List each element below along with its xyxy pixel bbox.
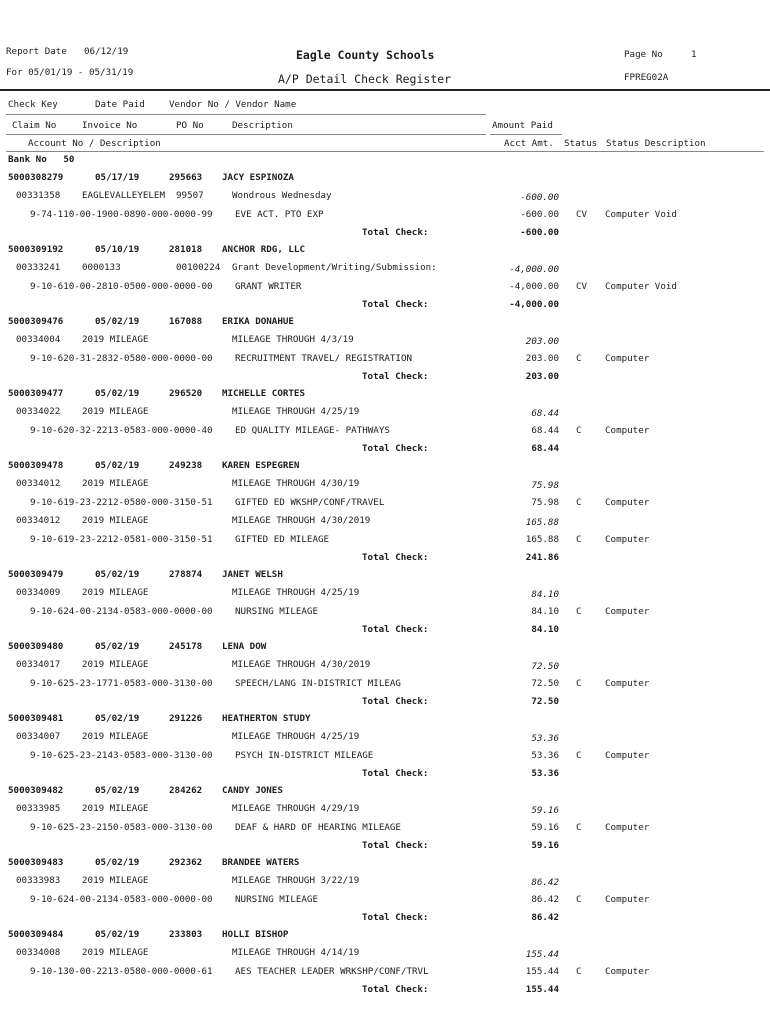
check-date: 05/10/19 (95, 244, 140, 255)
total-check-amount: 155.44 (525, 983, 559, 995)
check-key: 5000309192 (8, 244, 64, 255)
invoice-no: 2019 MILEAGE (82, 477, 149, 489)
status-description: Computer (605, 894, 650, 905)
total-check-amount: 84.10 (531, 623, 559, 635)
vendor-name: LENA DOW (222, 641, 267, 652)
status-description: Computer (605, 678, 650, 689)
account-description: ED QUALITY MILEAGE- PATHWAYS (235, 425, 390, 436)
invoice-no: 2019 MILEAGE (82, 333, 149, 345)
check-date: 05/02/19 (95, 316, 140, 327)
account-description: EVE ACT. PTO EXP (235, 209, 324, 220)
total-check-label: Total Check: (362, 370, 429, 382)
vendor-name: HOLLI BISHOP (222, 929, 289, 940)
col-check-key: Check Key (8, 99, 58, 110)
account-amount: 72.50 (531, 678, 559, 689)
invoice-no: EAGLEVALLEYELEM (82, 189, 165, 201)
claim-no: 00334004 (16, 333, 61, 345)
vendor-name: CANDY JONES (222, 785, 283, 796)
total-check-amount: 68.44 (531, 442, 559, 454)
col-rule-1 (6, 114, 486, 115)
claim-no: 00334012 (16, 514, 61, 526)
organization-title: Eagle County Schools (296, 48, 435, 62)
status-description: Computer (605, 534, 650, 545)
amount-paid: 203.00 (525, 335, 559, 347)
invoice-no: 2019 MILEAGE (82, 586, 149, 598)
col-rule-3 (490, 134, 562, 135)
vendor-no: 167088 (169, 316, 203, 327)
line-description: MILEAGE THROUGH 4/30/2019 (232, 658, 371, 670)
vendor-no: 284262 (169, 785, 203, 796)
account-no: 9-10-619-23-2212-0581-000-3150-51 (30, 534, 213, 545)
status-description: Computer (605, 425, 650, 436)
check-date: 05/17/19 (95, 172, 140, 183)
col-acct-amt: Acct Amt. (504, 138, 554, 149)
vendor-no: 281018 (169, 244, 203, 255)
amount-paid: -4,000.00 (509, 263, 559, 275)
amount-paid: -600.00 (520, 191, 559, 203)
check-key: 5000308279 (8, 172, 64, 183)
amount-paid: 86.42 (531, 876, 559, 888)
total-check-amount: -4,000.00 (509, 298, 559, 310)
total-check-label: Total Check: (362, 623, 429, 635)
vendor-no: 291226 (169, 713, 203, 724)
check-key: 5000309481 (8, 713, 64, 724)
invoice-no: 2019 MILEAGE (82, 514, 149, 526)
total-check-label: Total Check: (362, 298, 429, 310)
invoice-no: 2019 MILEAGE (82, 658, 149, 670)
col-po-no: PO No (176, 120, 204, 131)
check-date: 05/02/19 (95, 929, 140, 940)
bank-number: Bank No 50 (8, 154, 75, 165)
account-no: 9-10-610-00-2810-0500-000-0000-00 (30, 281, 213, 292)
claim-no: 00334009 (16, 586, 61, 598)
account-description: GRANT WRITER (235, 281, 302, 292)
status-description: Computer Void (605, 281, 677, 292)
total-check-label: Total Check: (362, 911, 429, 923)
check-key: 5000309483 (8, 857, 64, 868)
account-description: DEAF & HARD OF HEARING MILEAGE (235, 822, 401, 833)
amount-paid: 53.36 (531, 732, 559, 744)
status-description: Computer (605, 497, 650, 508)
claim-no: 00334017 (16, 658, 61, 670)
account-description: RECRUITMENT TRAVEL/ REGISTRATION (235, 353, 413, 364)
account-description: GIFTED ED WKSHP/CONF/TRAVEL (235, 497, 385, 508)
line-description: MILEAGE THROUGH 3/22/19 (232, 874, 360, 886)
vendor-no: 278874 (169, 569, 203, 580)
col-claim-no: Claim No (12, 120, 57, 131)
account-description: SPEECH/LANG IN-DISTRICT MILEAG (235, 678, 401, 689)
vendor-name: HEATHERTON STUDY (222, 713, 311, 724)
amount-paid: 75.98 (531, 479, 559, 491)
account-no: 9-10-620-31-2832-0580-000-0000-00 (30, 353, 213, 364)
vendor-no: 233803 (169, 929, 203, 940)
account-amount: 203.00 (525, 353, 559, 364)
check-date: 05/02/19 (95, 641, 140, 652)
vendor-no: 245178 (169, 641, 203, 652)
account-amount: -4,000.00 (509, 281, 559, 292)
line-description: Wondrous Wednesday (232, 189, 332, 201)
claim-no: 00334007 (16, 730, 61, 742)
check-date: 05/02/19 (95, 569, 140, 580)
claim-no: 00333241 (16, 261, 61, 273)
status-code: C (576, 894, 582, 905)
check-key: 5000309476 (8, 316, 64, 327)
line-description: Grant Development/Writing/Submission: (232, 261, 437, 273)
status-code: C (576, 678, 582, 689)
col-date-paid: Date Paid (95, 99, 145, 110)
status-code: C (576, 606, 582, 617)
line-description: MILEAGE THROUGH 4/30/2019 (232, 514, 371, 526)
account-amount: 84.10 (531, 606, 559, 617)
col-rule-4 (6, 151, 764, 152)
col-amount-paid: Amount Paid (492, 120, 553, 131)
line-description: MILEAGE THROUGH 4/30/19 (232, 477, 360, 489)
account-amount: 53.36 (531, 750, 559, 761)
claim-no: 00333985 (16, 802, 61, 814)
account-no: 9-10-625-23-2150-0583-000-3130-00 (30, 822, 213, 833)
vendor-name: KAREN ESPEGREN (222, 460, 300, 471)
total-check-label: Total Check: (362, 442, 429, 454)
status-description: Computer (605, 353, 650, 364)
total-check-amount: 72.50 (531, 695, 559, 707)
col-vendor: Vendor No / Vendor Name (169, 99, 297, 110)
vendor-name: ANCHOR RDG, LLC (222, 244, 305, 255)
invoice-no: 2019 MILEAGE (82, 802, 149, 814)
vendor-no: 292362 (169, 857, 203, 868)
total-check-amount: 203.00 (525, 370, 559, 382)
invoice-no: 0000133 (82, 261, 121, 273)
account-description: GIFTED ED MILEAGE (235, 534, 330, 545)
account-no: 9-10-625-23-1771-0583-000-3130-00 (30, 678, 213, 689)
total-check-amount: 53.36 (531, 767, 559, 779)
check-date: 05/02/19 (95, 857, 140, 868)
status-description: Computer (605, 966, 650, 977)
claim-no: 00334008 (16, 946, 61, 958)
status-code: C (576, 534, 582, 545)
page-number-label: Page No (624, 49, 663, 60)
line-description: MILEAGE THROUGH 4/25/19 (232, 730, 360, 742)
total-check-label: Total Check: (362, 839, 429, 851)
col-description: Description (232, 120, 293, 131)
claim-no: 00334022 (16, 405, 61, 417)
total-check-amount: 59.16 (531, 839, 559, 851)
check-key: 5000309478 (8, 460, 64, 471)
account-amount: 68.44 (531, 425, 559, 436)
total-check-label: Total Check: (362, 767, 429, 779)
status-code: C (576, 353, 582, 364)
check-date: 05/02/19 (95, 388, 140, 399)
amount-paid: 84.10 (531, 588, 559, 600)
line-description: MILEAGE THROUGH 4/14/19 (232, 946, 360, 958)
account-amount: 59.16 (531, 822, 559, 833)
account-description: PSYCH IN-DISTRICT MILEAGE (235, 750, 374, 761)
account-no: 9-10-130-00-2213-0580-000-0000-61 (30, 966, 213, 977)
report-code: FPREG02A (624, 72, 669, 83)
amount-paid: 59.16 (531, 804, 559, 816)
account-no: 9-10-624-00-2134-0583-000-0000-00 (30, 606, 213, 617)
total-check-amount: 86.42 (531, 911, 559, 923)
check-date: 05/02/19 (95, 785, 140, 796)
status-description: Computer (605, 750, 650, 761)
total-check-label: Total Check: (362, 983, 429, 995)
account-description: NURSING MILEAGE (235, 894, 318, 905)
col-status-description: Status Description (606, 138, 706, 149)
vendor-name: BRANDEE WATERS (222, 857, 300, 868)
status-code: CV (576, 281, 588, 292)
vendor-name: JANET WELSH (222, 569, 283, 580)
claim-no: 00331358 (16, 189, 61, 201)
account-amount: 155.44 (525, 966, 559, 977)
vendor-no: 296520 (169, 388, 203, 399)
report-period: For 05/01/19 - 05/31/19 (6, 67, 134, 78)
account-description: NURSING MILEAGE (235, 606, 318, 617)
total-check-label: Total Check: (362, 226, 429, 238)
check-key: 5000309482 (8, 785, 64, 796)
line-description: MILEAGE THROUGH 4/3/19 (232, 333, 354, 345)
check-key: 5000309477 (8, 388, 64, 399)
total-check-label: Total Check: (362, 695, 429, 707)
status-code: C (576, 750, 582, 761)
invoice-no: 2019 MILEAGE (82, 874, 149, 886)
total-check-label: Total Check: (362, 551, 429, 563)
col-rule-2 (6, 134, 486, 135)
po-no: 99507 (176, 189, 204, 201)
invoice-no: 2019 MILEAGE (82, 730, 149, 742)
status-code: C (576, 425, 582, 436)
status-description: Computer (605, 822, 650, 833)
total-check-amount: -600.00 (520, 226, 559, 238)
amount-paid: 165.88 (525, 516, 559, 528)
check-key: 5000309484 (8, 929, 64, 940)
col-status: Status (564, 138, 598, 149)
check-key: 5000309480 (8, 641, 64, 652)
report-title: A/P Detail Check Register (278, 72, 452, 86)
claim-no: 00334012 (16, 477, 61, 489)
account-description: AES TEACHER LEADER WRKSHP/CONF/TRVL (235, 966, 429, 977)
line-description: MILEAGE THROUGH 4/25/19 (232, 586, 360, 598)
status-description: Computer (605, 606, 650, 617)
status-code: C (576, 497, 582, 508)
line-description: MILEAGE THROUGH 4/25/19 (232, 405, 360, 417)
account-no: 9-74-110-00-1900-0890-000-0000-99 (30, 209, 213, 220)
check-key: 5000309479 (8, 569, 64, 580)
header-divider (0, 89, 770, 91)
total-check-amount: 241.86 (525, 551, 559, 563)
account-amount: 165.88 (525, 534, 559, 545)
check-date: 05/02/19 (95, 460, 140, 471)
account-no: 9-10-625-23-2143-0583-000-3130-00 (30, 750, 213, 761)
status-code: C (576, 966, 582, 977)
amount-paid: 155.44 (525, 948, 559, 960)
status-code: C (576, 822, 582, 833)
vendor-name: MICHELLE CORTES (222, 388, 305, 399)
amount-paid: 68.44 (531, 407, 559, 419)
account-amount: 75.98 (531, 497, 559, 508)
check-date: 05/02/19 (95, 713, 140, 724)
vendor-name: ERIKA DONAHUE (222, 316, 294, 327)
po-no: 00100224 (176, 261, 221, 273)
claim-no: 00333983 (16, 874, 61, 886)
invoice-no: 2019 MILEAGE (82, 946, 149, 958)
col-account: Account No / Description (28, 138, 161, 149)
amount-paid: 72.50 (531, 660, 559, 672)
page-number: 1 (691, 49, 697, 60)
account-amount: 86.42 (531, 894, 559, 905)
account-no: 9-10-619-23-2212-0580-000-3150-51 (30, 497, 213, 508)
report-date-label: Report Date (6, 46, 67, 57)
status-code: CV (576, 209, 588, 220)
account-amount: -600.00 (520, 209, 559, 220)
vendor-no: 295663 (169, 172, 203, 183)
line-description: MILEAGE THROUGH 4/29/19 (232, 802, 360, 814)
report-date: 06/12/19 (84, 46, 129, 57)
col-invoice-no: Invoice No (82, 120, 138, 131)
account-no: 9-10-620-32-2213-0583-000-0000-40 (30, 425, 213, 436)
invoice-no: 2019 MILEAGE (82, 405, 149, 417)
account-no: 9-10-624-00-2134-0583-000-0000-00 (30, 894, 213, 905)
vendor-name: JACY ESPINOZA (222, 172, 294, 183)
status-description: Computer Void (605, 209, 677, 220)
vendor-no: 249238 (169, 460, 203, 471)
